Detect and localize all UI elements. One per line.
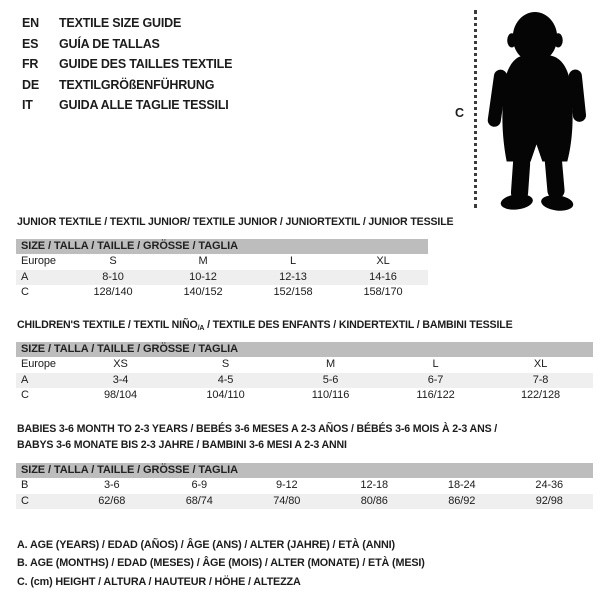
- table-cell: XL: [376, 255, 390, 267]
- table-cell: 116/122: [416, 389, 455, 402]
- table-cell: 158/170: [363, 286, 403, 299]
- language-title: GUIDA ALLE TAGLIE TESSILI: [59, 98, 229, 113]
- language-code: FR: [22, 57, 39, 72]
- table-cell: 92/98: [535, 494, 563, 507]
- language-title: GUÍA DE TALLAS: [59, 36, 160, 51]
- language-row-it: [22, 95, 232, 116]
- row-label: C: [21, 389, 29, 402]
- row-label: Europe: [21, 358, 56, 370]
- language-title: TEXTILGRÖßENFÜHRUNG: [59, 77, 215, 92]
- table-cell: 98/104: [103, 389, 138, 402]
- table-cell: M: [325, 358, 336, 370]
- table-cell: 18-24: [447, 479, 476, 491]
- table-cell: 12-13: [279, 270, 307, 283]
- babies-size-table: [16, 463, 593, 509]
- table-cell: M: [198, 255, 208, 267]
- table-cell: 4-5: [217, 373, 234, 386]
- table-cell: 140/152: [183, 286, 223, 299]
- child-silhouette: [481, 7, 595, 211]
- language-title: TEXTILE SIZE GUIDE: [59, 16, 182, 30]
- language-code: DE: [22, 77, 39, 92]
- table-row: [16, 270, 428, 286]
- row-label: Europe: [21, 255, 56, 267]
- title-text: JUNIOR TEXTILE / TEXTIL JUNIOR/ TEXTILE JUNIOR / JUNIORTEXTIL / JUNIOR TESSILE: [17, 216, 454, 228]
- table-row: [16, 285, 428, 301]
- table-row: [16, 357, 593, 373]
- table-cell: 12-18: [360, 479, 389, 491]
- language-title: GUIDE DES TAILLES TEXTILE: [59, 57, 233, 72]
- title-text: / TEXTILE DES ENFANTS / KINDERTEXTIL / BAMBINI TESSILE: [204, 319, 513, 331]
- table-row: [16, 494, 593, 510]
- footnote-b: B. AGE (MONTHS) / EDAD (MESES) / ÂGE (MOIS) / ALTER (MONATE) / ETÀ (MESI): [17, 557, 425, 570]
- language-code: EN: [22, 16, 39, 30]
- title-text: /A: [197, 325, 205, 332]
- row-label: A: [21, 270, 29, 283]
- table-cell: 8-10: [102, 270, 124, 283]
- table-cell: 68/74: [185, 494, 213, 507]
- table-cell: 10-12: [189, 270, 217, 283]
- language-row-es: [22, 34, 232, 55]
- language-code: ES: [22, 36, 39, 51]
- table-cell: XS: [113, 358, 128, 370]
- babies-section-title: [17, 422, 497, 453]
- table-cell: 62/68: [98, 494, 126, 507]
- table-cell: 80/86: [360, 494, 388, 507]
- height-measure-label: C: [455, 106, 465, 120]
- table-cell: 9-12: [275, 479, 298, 491]
- table-cell: S: [221, 358, 230, 370]
- size-header-bar: SIZE / TALLA / TAILLE / GRÖSSE / TAGLIA: [16, 463, 593, 478]
- table-cell: 6-7: [427, 373, 444, 386]
- row-label: A: [21, 373, 29, 386]
- size-header-bar: SIZE / TALLA / TAILLE / GRÖSSE / TAGLIA: [16, 342, 593, 357]
- table-cell: 3-4: [112, 373, 129, 386]
- row-label: B: [21, 479, 29, 491]
- table-cell: 74/80: [273, 494, 301, 507]
- table-cell: 14-16: [369, 270, 397, 283]
- row-label: C: [21, 494, 29, 507]
- children-section-title: [17, 318, 513, 337]
- size-header-bar: SIZE / TALLA / TAILLE / GRÖSSE / TAGLIA: [16, 239, 428, 254]
- table-cell: 6-9: [191, 479, 208, 491]
- junior-section-title: [17, 215, 453, 231]
- footnote-c: C. (cm) HEIGHT / ALTURA / HAUTEUR / HÖHE / ALTEZZA: [17, 575, 301, 588]
- title-text: CHILDREN'S TEXTILE / TEXTIL NIÑO: [17, 319, 198, 331]
- table-cell: 5-6: [322, 373, 339, 386]
- table-cell: 110/116: [311, 389, 350, 402]
- table-cell: XL: [533, 358, 548, 370]
- table-cell: S: [109, 255, 117, 267]
- row-label: C: [21, 286, 29, 299]
- language-row-de: [22, 75, 232, 96]
- table-cell: L: [289, 255, 297, 267]
- table-cell: 24-36: [535, 479, 564, 491]
- table-cell: L: [432, 358, 439, 370]
- table-cell: 86/92: [448, 494, 476, 507]
- table-cell: 104/110: [206, 389, 245, 402]
- language-legend: [22, 13, 232, 116]
- table-cell: 3-6: [103, 479, 120, 491]
- table-cell: 122/128: [520, 389, 561, 402]
- table-rows: [16, 357, 593, 404]
- language-code: IT: [22, 98, 33, 113]
- table-rows: [16, 254, 428, 301]
- footnote-a: A. AGE (YEARS) / EDAD (AÑOS) / ÂGE (ANS) / ALTER (JAHRE) / ETÀ (ANNI): [17, 539, 395, 551]
- junior-size-table: [16, 239, 428, 301]
- footnotes: [17, 536, 425, 591]
- language-row-fr: [22, 54, 232, 75]
- table-cell: 152/158: [273, 286, 313, 299]
- table-rows: [16, 478, 593, 509]
- title-text: BABYS 3-6 MONATE BIS 2-3 JAHRE / BAMBINI 3-6 MESI A 2-3 ANNI: [17, 438, 347, 451]
- height-measure-line: [474, 10, 477, 208]
- language-row-en: [22, 13, 232, 34]
- table-row: [16, 254, 428, 270]
- children-size-table: [16, 342, 593, 404]
- title-text: BABIES 3-6 MONTH TO 2-3 YEARS / BEBÉS 3-6 MESES A 2-3 AÑOS / BÉBÉS 3-6 MOIS À 2-3 ANS /: [17, 423, 498, 435]
- table-row: [16, 388, 593, 404]
- table-row: [16, 478, 593, 494]
- table-cell: 7-8: [532, 373, 549, 386]
- table-cell: 128/140: [93, 286, 133, 299]
- table-row: [16, 373, 593, 389]
